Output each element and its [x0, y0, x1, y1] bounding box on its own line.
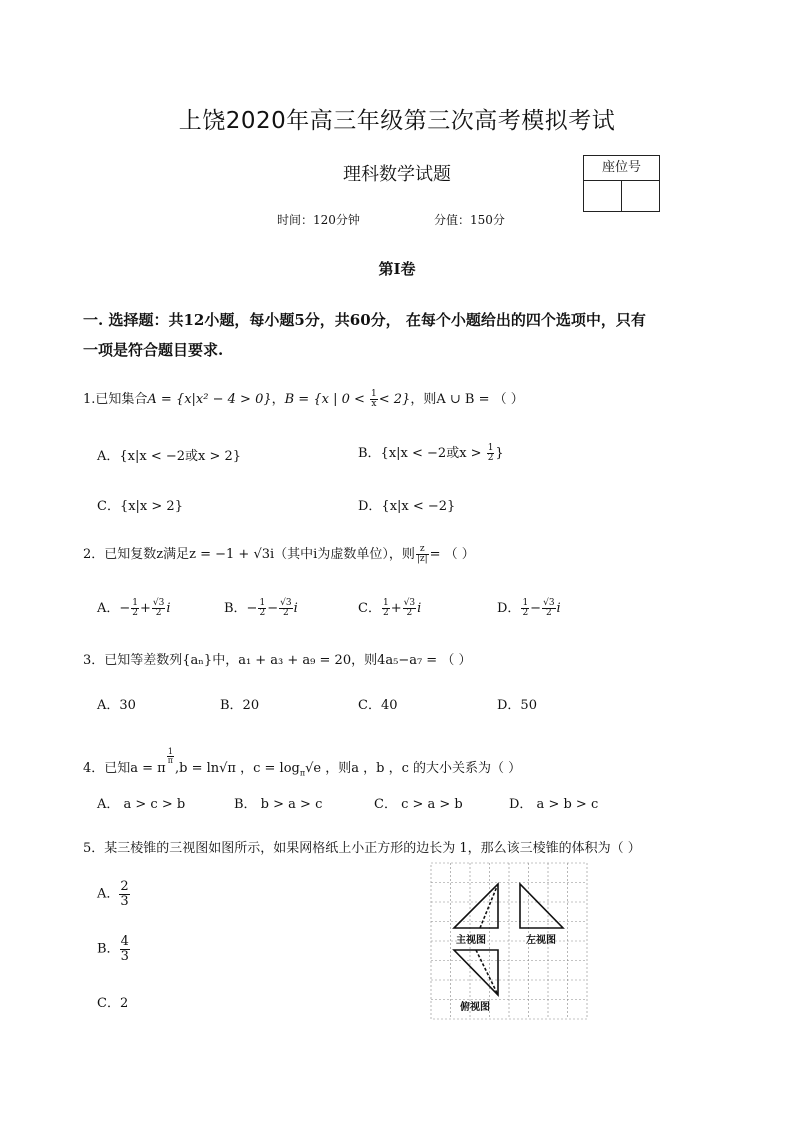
q5-option-b: [97, 935, 130, 963]
q3-option-b: B．20: [220, 698, 260, 713]
three-view-figure: [430, 862, 588, 1020]
q1-fraction: [370, 390, 378, 409]
question-4-stem: [83, 748, 521, 778]
q1-optb-den: 2: [487, 453, 494, 463]
q2-a-frac2: [152, 599, 165, 618]
q1-option-b: [358, 442, 504, 463]
q2-stem-end: = （ ）: [429, 547, 475, 562]
q1-option-c: C．{x|x > 2}: [97, 499, 183, 514]
q2-c-n2: √3: [403, 598, 416, 608]
q5-a-label: A．: [97, 886, 120, 902]
q5-a-den: 3: [120, 893, 129, 909]
q2-d-i: i: [556, 601, 561, 616]
q2-d-label: D．: [497, 601, 521, 616]
q2-c-n1: 1: [382, 598, 389, 608]
q2-c-label: C．: [358, 601, 381, 616]
q2-option-b: [224, 597, 298, 618]
q1-set-a: A = {x|x² − 4 > 0}: [147, 392, 272, 407]
q2-a-n1: 1: [132, 598, 139, 608]
q2-c-op: +: [390, 601, 402, 616]
top-view-label: 俯视图: [460, 1002, 490, 1013]
exam-title: 上饶2020年高三年级第三次高考模拟考试: [178, 108, 616, 134]
q5-b-den: 3: [120, 948, 129, 964]
q2-b-d2: 2: [282, 608, 289, 618]
q1-optb-num: 1: [487, 443, 494, 453]
q5-option-c: C．2: [97, 996, 129, 1011]
exam-subtitle: 理科数学试题: [343, 164, 451, 185]
q4-stem-c: √e ，则a ，b ，c 的大小关系为（ ）: [305, 761, 522, 776]
score-label: 分值：150分: [434, 213, 505, 227]
q2-a-n2: √3: [152, 598, 165, 608]
question-1-stem: [83, 388, 524, 409]
q2-d-n2: √3: [543, 598, 555, 608]
q3-option-c: C．40: [358, 698, 398, 713]
q1-option-b-text: B．{x|x < −2或x >: [358, 446, 482, 461]
q2-stem-part: 2．已知复数z满足z = −1 + √3i（其中i为虚数单位），则: [83, 547, 415, 562]
section-heading-line2: 一项是符合题目要求.: [83, 341, 224, 359]
q1-option-b-end: }: [495, 446, 504, 461]
q3-option-a: A．30: [97, 698, 136, 713]
q4-option-a: A． a > c > b: [97, 797, 186, 812]
q2-d-d1: 2: [522, 608, 529, 618]
q5-a-frac: [119, 880, 129, 908]
q4-option-d: D． a > b > c: [509, 797, 599, 812]
q2-a-d2: 2: [155, 608, 162, 618]
q2-c-frac2: [403, 599, 416, 618]
q2-frac-num: z: [416, 545, 429, 555]
q1-set-b-end: < 2}: [378, 392, 411, 407]
q5-b-num: 4: [120, 934, 129, 949]
q4-log-base: π: [299, 768, 306, 778]
q2-c-frac1: [382, 599, 390, 618]
seat-cell-left: [584, 181, 621, 211]
seat-number-box: [583, 155, 660, 212]
q1-stem-end: ，则A ∪ B = （ ）: [410, 392, 524, 407]
q2-d-d2: 2: [545, 608, 552, 618]
q4-exponent: [167, 748, 174, 765]
q2-option-d: [497, 597, 561, 618]
q2-d-n1: 1: [522, 598, 529, 608]
q2-d-op: −: [530, 601, 542, 616]
q1-sep: ，: [271, 392, 285, 407]
top-view-hidden-edge: [476, 950, 498, 995]
q2-a-op: +: [140, 601, 151, 616]
q3-option-d: D．50: [497, 698, 537, 713]
side-view-triangle: [520, 884, 563, 928]
q1-set-b: B = {x | 0 <: [284, 392, 365, 407]
q1-frac-den: x: [371, 399, 377, 409]
q2-fraction: [416, 545, 429, 564]
q2-b-frac2: [279, 599, 292, 618]
front-view-label: 主视图: [456, 935, 486, 946]
q1-option-b-frac: [487, 444, 495, 463]
q2-b-label: B．−: [224, 601, 258, 616]
q4-exp-num: 1: [167, 747, 173, 756]
q2-c-d2: 2: [406, 608, 413, 618]
time-label: 时间：120分钟: [277, 213, 360, 227]
q4-option-b: B． b > a > c: [234, 797, 323, 812]
question-2-stem: [83, 543, 475, 564]
q2-c-i: i: [417, 601, 422, 616]
q5-a-num: 2: [120, 879, 129, 894]
q2-a-label: A．−: [97, 601, 131, 616]
q2-option-a: [97, 597, 171, 618]
question-5-stem: 5．某三棱锥的三视图如图所示，如果网格纸上小正方形的边长为 1，那么该三棱锥的体积为（ ）: [83, 841, 641, 856]
q4-stem-b: ,b = ln√π ，c = log: [175, 761, 300, 776]
q2-a-frac1: [131, 599, 139, 618]
grid-lines: [431, 863, 587, 1019]
q1-frac-num: 1: [371, 389, 377, 399]
q2-b-op: −: [267, 601, 279, 616]
q2-a-d1: 2: [132, 608, 139, 618]
q2-b-frac1: [258, 599, 266, 618]
q2-d-frac1: [521, 599, 529, 618]
q2-a-i: i: [166, 601, 171, 616]
q4-option-c: C． c > a > b: [374, 797, 463, 812]
q5-b-frac: [120, 935, 130, 963]
q5-b-label: B．: [97, 941, 120, 957]
q1-option-d: D．{x|x < −2}: [358, 499, 456, 514]
section-heading-line1: 一. 选择题：共12小题，每小题5分，共60分， 在每个小题给出的四个选项中，只有: [83, 311, 646, 329]
question-3-stem: 3．已知等差数列{aₙ}中，a₁ + a₃ + a₉ = 20，则4a₅−a₇ = （ ）: [83, 653, 472, 668]
q2-option-c: [358, 597, 421, 618]
q4-stem-a: 4．已知a = π: [83, 761, 166, 776]
q2-b-d1: 2: [259, 608, 266, 618]
q2-frac-den: |z|: [416, 554, 428, 564]
q1-option-a: A．{x|x < −2或x > 2}: [97, 449, 242, 464]
q2-c-d1: 2: [382, 608, 389, 618]
volume-heading: 第Ⅰ卷: [378, 260, 416, 278]
top-view-triangle: [454, 950, 498, 995]
seat-number-label: 座位号: [584, 156, 659, 181]
q2-b-n2: √3: [280, 598, 292, 608]
side-view-label: 左视图: [526, 935, 556, 946]
q4-exp-den: π: [167, 756, 173, 765]
seat-cell-right: [621, 181, 659, 211]
q2-b-n1: 1: [259, 598, 266, 608]
q2-d-frac2: [542, 599, 555, 618]
q5-option-a: [97, 880, 130, 908]
q1-stem-part: 1.已知集合: [83, 392, 148, 407]
q2-b-i: i: [293, 601, 298, 616]
